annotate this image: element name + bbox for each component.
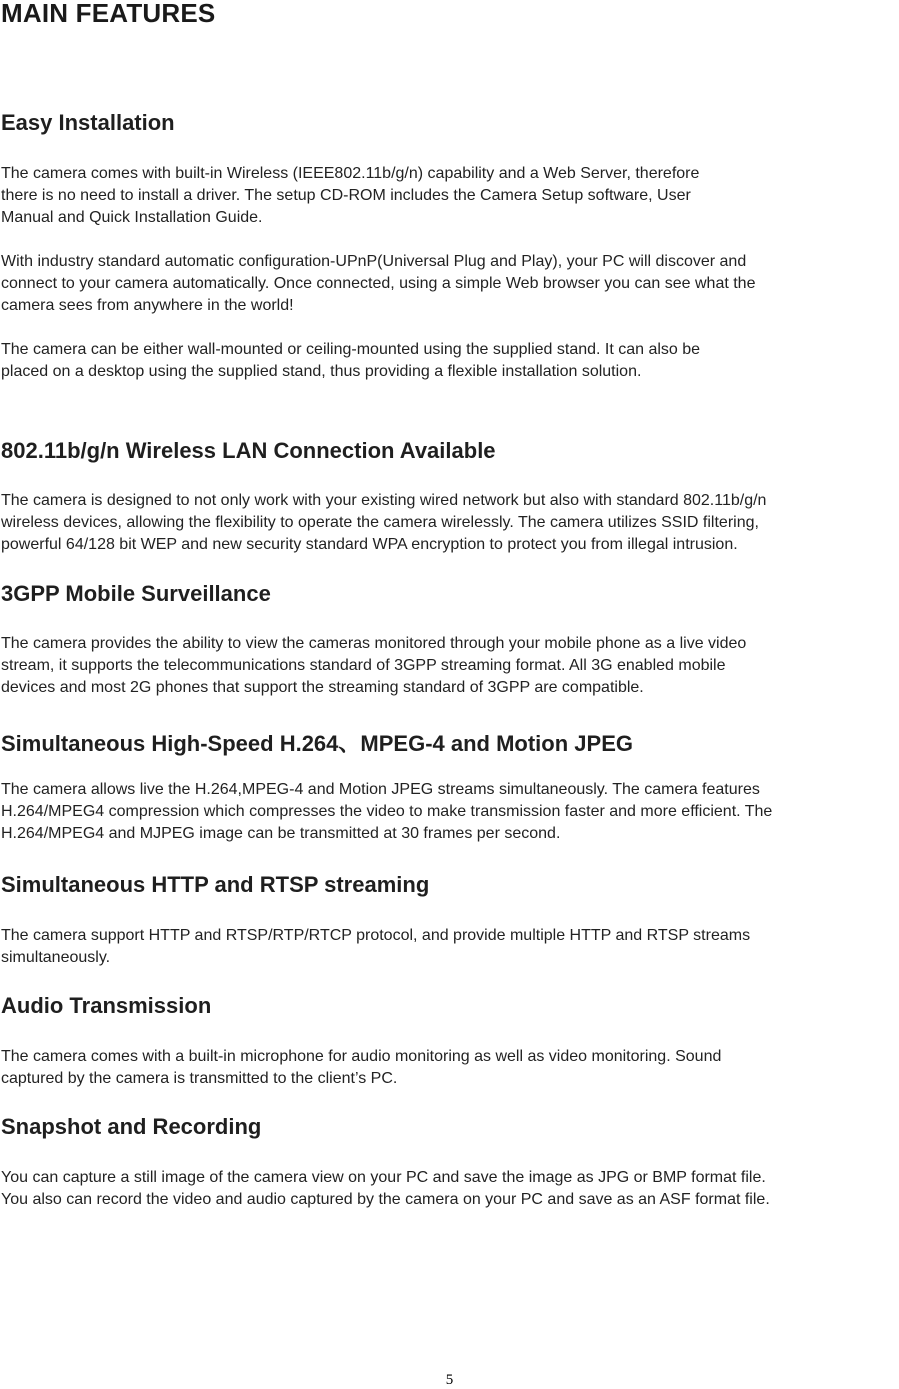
text-line: simultaneously. bbox=[1, 949, 111, 966]
page-title: MAIN FEATURES bbox=[1, 0, 216, 28]
page-number: 5 bbox=[445, 1372, 454, 1388]
section-heading-easy-installation: Easy Installation bbox=[1, 110, 175, 135]
text-line: The camera can be either wall-mounted or ceiling-mounted using the supplied stand. It can also be bbox=[1, 341, 701, 358]
text-line: powerful 64/128 bit WEP and new security standard WPA encryption to protect you from illegal intrusion. bbox=[1, 536, 738, 553]
text-line: The camera comes with a built-in microphone for audio monitoring as well as video monitoring. Sound bbox=[1, 1048, 722, 1065]
text-line: camera sees from anywhere in the world! bbox=[1, 297, 294, 314]
text-line: The camera is designed to not only work with your existing wired network but also with standard 802.11b/g/n bbox=[1, 492, 767, 509]
paragraph bbox=[1, 163, 899, 229]
text-line: The camera allows live the H.264,MPEG-4 and Motion JPEG streams simultaneously. The camera features bbox=[1, 781, 760, 798]
section-heading-audio: Audio Transmission bbox=[1, 993, 212, 1018]
text-line: devices and most 2G phones that support the streaming standard of 3GPP are compatible. bbox=[1, 679, 644, 696]
paragraph bbox=[1, 1167, 899, 1211]
text-line: H.264/MPEG4 compression which compresses the video to make transmission faster and more efficient. The bbox=[1, 803, 773, 820]
text-line: connect to your camera automatically. Once connected, using a simple Web browser you can see what the bbox=[1, 275, 756, 292]
paragraph bbox=[1, 925, 899, 969]
text-line: stream, it supports the telecommunications standard of 3GPP streaming format. All 3G enabled mobile bbox=[1, 657, 726, 674]
text-line: With industry standard automatic configuration-UPnP(Universal Plug and Play), your PC will discover and bbox=[1, 253, 747, 270]
paragraph bbox=[1, 1046, 899, 1090]
section-heading-h264: Simultaneous High-Speed H.264、MPEG-4 and Motion JPEG bbox=[1, 731, 633, 756]
paragraph bbox=[1, 779, 899, 845]
text-line: Manual and Quick Installation Guide. bbox=[1, 209, 263, 226]
text-line: captured by the camera is transmitted to the client’s PC. bbox=[1, 1070, 398, 1087]
text-line: there is no need to install a driver. The setup CD-ROM includes the Camera Setup software, User bbox=[1, 187, 691, 204]
section-heading-wireless-lan: 802.11b/g/n Wireless LAN Connection Available bbox=[1, 438, 496, 463]
paragraph bbox=[1, 490, 899, 556]
paragraph bbox=[1, 251, 899, 317]
text-line: The camera support HTTP and RTSP/RTP/RTCP protocol, and provide multiple HTTP and RTSP streams bbox=[1, 927, 751, 944]
text-line: wireless devices, allowing the flexibility to operate the camera wirelessly. The camera utilizes SSID filtering, bbox=[1, 514, 759, 531]
text-line: The camera comes with built-in Wireless (IEEE802.11b/g/n) capability and a Web Server, therefore bbox=[1, 165, 700, 182]
paragraph bbox=[1, 633, 899, 699]
section-heading-snapshot: Snapshot and Recording bbox=[1, 1114, 262, 1139]
paragraph bbox=[1, 339, 899, 383]
text-line: You can capture a still image of the camera view on your PC and save the image as JPG or BMP format file. bbox=[1, 1169, 766, 1186]
section-heading-3gpp: 3GPP Mobile Surveillance bbox=[1, 581, 271, 606]
text-line: H.264/MPEG4 and MJPEG image can be transmitted at 30 frames per second. bbox=[1, 825, 561, 842]
text-line: You also can record the video and audio captured by the camera on your PC and save as an ASF format file. bbox=[1, 1191, 770, 1208]
section-heading-http-rtsp: Simultaneous HTTP and RTSP streaming bbox=[1, 872, 430, 897]
text-line: The camera provides the ability to view the cameras monitored through your mobile phone as a live video bbox=[1, 635, 747, 652]
text-line: placed on a desktop using the supplied stand, thus providing a flexible installation solution. bbox=[1, 363, 642, 380]
